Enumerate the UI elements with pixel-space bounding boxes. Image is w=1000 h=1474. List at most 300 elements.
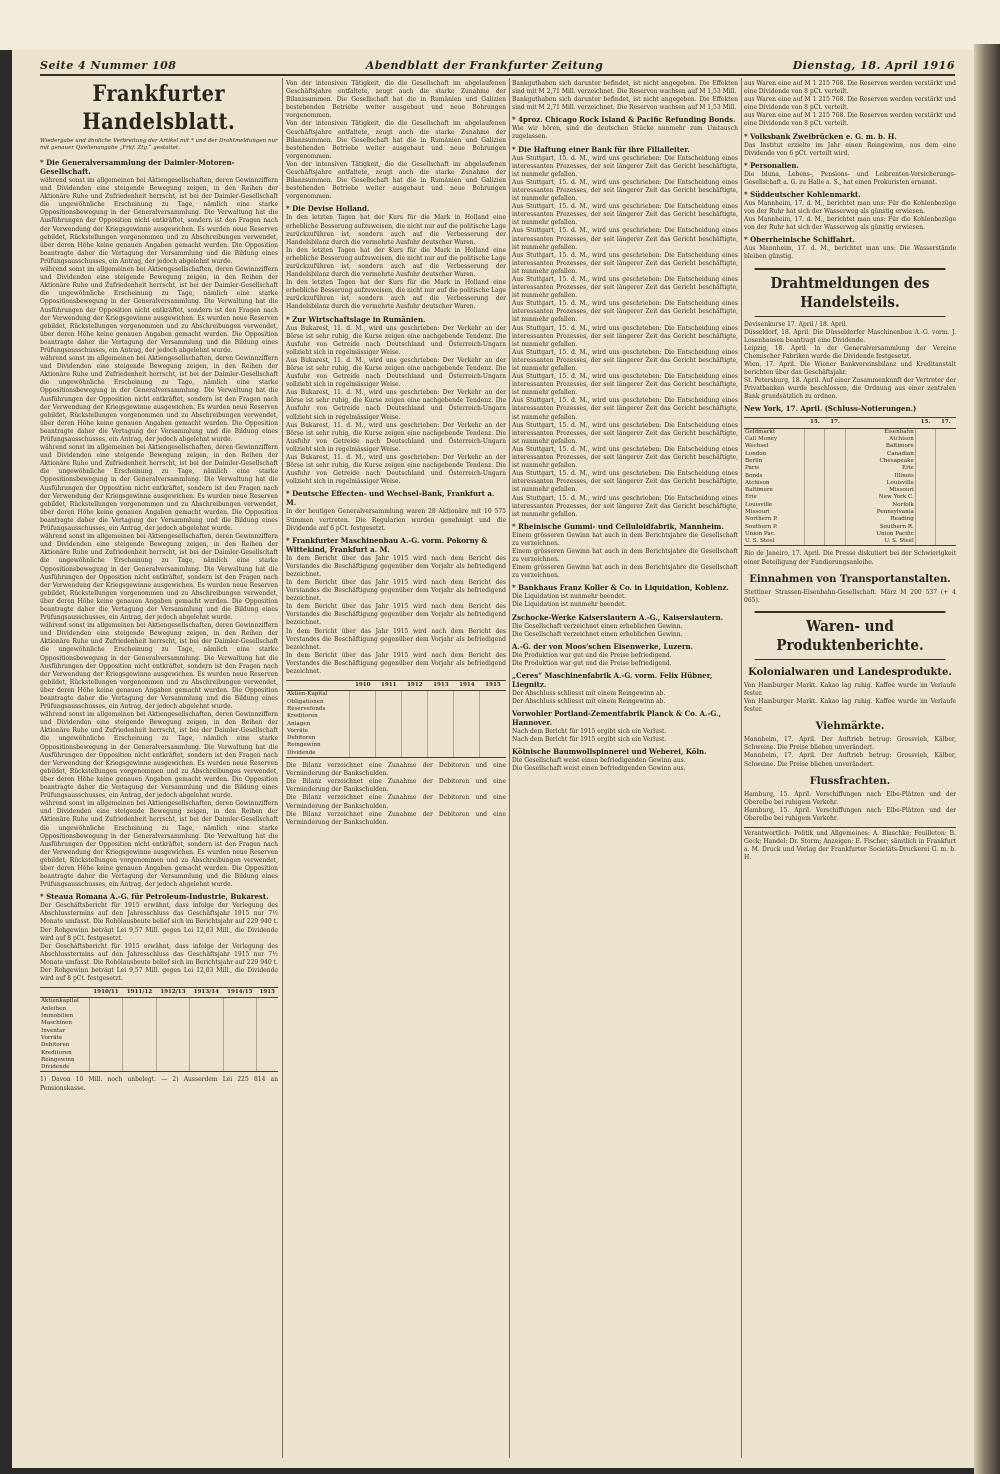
- article-text: [286, 214, 506, 311]
- article-paragraph: Aus Stuttgart, 15. d. M., wird uns geschrieben: Die Entscheidung eines interessanten Prozesses, der seit längerer Zeit das Gericht beschäftigte, ist nunmehr gefallen.: [512, 445, 738, 470]
- article-paragraph: Stettiner Strassen-Eisenbahn-Gesellschaft. März M 200 537 (+ 4 065).: [744, 588, 956, 604]
- table-cell: [123, 1035, 156, 1042]
- table-cell: [915, 524, 935, 531]
- table-cell: [402, 713, 428, 720]
- table-row: [744, 451, 956, 458]
- table-cell: [915, 428, 935, 436]
- table-cell: [480, 735, 506, 742]
- table-row: [744, 494, 956, 501]
- table-cell: Dividende: [40, 1064, 89, 1072]
- table-cell: [825, 494, 845, 501]
- article-paragraph: Aus Stuttgart, 15. d. M., wird uns geschrieben: Die Entscheidung eines interessanten Prozesses, der seit längerer Zeit das Gericht beschäftigte, ist nunmehr gefallen.: [512, 373, 738, 397]
- article-paragraph: Leipzig, 18. April. In der Generalversammlung der Vereine Chemischer Fabriken wurde die Dividende festgesetzt.: [744, 344, 956, 360]
- table-cell: [936, 509, 956, 516]
- article-heading: * 4proz. Chicago Rock Island & Pacific Refunding Bonds.: [512, 115, 736, 125]
- table-cell: [402, 699, 428, 706]
- table-cell: Reservefonds: [287, 705, 326, 712]
- article-heading: A.-G. der von Moos'schen Eisenwerke, Luzern.: [512, 641, 694, 651]
- table-cell: [156, 1028, 189, 1035]
- article-paragraph: Aus Bukarest, 11. d. M., wird uns geschrieben: Der Verkehr an der Börse ist sehr ruhig, die Kurse zeigen eine nachgebende Tendenz. Die Ausfuhr von Getreide nach Deutschland und Österreich-Ungarn vollzieht sich in regelmässiger Weise.: [286, 324, 506, 356]
- table-cell: [89, 1064, 122, 1072]
- article-heading: Zschocke-Werke Kaiserslautern A.-G., Kaiserslautern.: [512, 612, 724, 622]
- table-cell: [936, 494, 956, 501]
- article-paragraph: Aus Stuttgart, 15. d. M., wird uns geschrieben: Die Entscheidung eines interessanten Prozesses, der seit längerer Zeit das Gericht beschäftigte, ist nunmehr gefallen.: [512, 203, 738, 227]
- stock-quotes-table: [744, 417, 956, 546]
- table-cell: Erie: [845, 465, 915, 472]
- table-row: [40, 1057, 278, 1064]
- article-paragraph: während sonst im allgemeinen bei Aktiengesellschaften, deren Gewinnziffern und Dividenden eine steigende Bewegung zeigen, in den Reihen der Aktionäre Ruhe und Zufriedenheit herrscht, ist bei der Daimler-Gesellschaft die ungewöhnliche Erscheinung zu Tage, nämlich eine starke Oppositionsbewegung in der Generalversammlung. Die Verwaltung hat die Ausführungen der Opposition nicht entkräftet, sondern ist den Fragen nach der Verwendung der Kriegsgewinne ausgewichen. Es wurden neue Reserven gebildet, Rückstellungen vorgenommen und zu Abschreibungen verwendet, über deren Höhe keine genauen Angaben gemacht wurden. Die Opposition beantragte daher die Vertagung der Versammlung und die Bildung eines Prüfungsausschusses, ein Antrag, der jedoch abgelehnt wurde.: [40, 800, 278, 889]
- table-cell: [123, 1050, 156, 1057]
- article-text: [512, 125, 738, 141]
- article-paragraph: Von Hamburger Markt. Kakao lag ruhig. Kaffee wurde im Verlaufe fester.: [744, 698, 956, 714]
- table-cell: [805, 480, 825, 487]
- table-cell: [805, 458, 825, 465]
- article-paragraph: Der Geschäftsbericht für 1915 erwähnt, dass infolge der Verlegung des Abschlusstermins auf den Jahresschluss das Geschäftsjahr 1915 nur 7½ Monate umfasst. Die Rohölausbeute belief sich im Berichtsjahr auf 229 940 t. Der Rohgewinn beträgt Lei 9,57 Mill. gegen Lei 12,03 Mill., die Dividende wird auf 8 pCt. festgesetzt.: [40, 902, 278, 942]
- article-text: [512, 155, 738, 519]
- article-heading: * Steaua Romana A.-G. für Petroleum-Industrie, Bukarest.: [40, 892, 269, 902]
- table-cell: [805, 473, 825, 480]
- masthead-title: Frankfurter Handelsblatt.: [82, 81, 236, 135]
- article-text: [286, 80, 506, 201]
- table-cell: [89, 1013, 122, 1020]
- page-header: [40, 58, 955, 76]
- table-cell: [223, 1057, 256, 1064]
- article-text: [744, 682, 956, 714]
- table-cell: [936, 502, 956, 509]
- page-edge-shadow: [974, 44, 1000, 1474]
- table-cell: [428, 728, 454, 735]
- table-cell: [454, 750, 480, 758]
- table-cell: [936, 480, 956, 487]
- table-row: [286, 750, 506, 758]
- table-cell: [825, 473, 845, 480]
- table-cell: [223, 1020, 256, 1027]
- article-heading: Kölnische Baumwollspinnerei und Weberei, Köln.: [512, 747, 707, 757]
- table-cell: Southern P.: [745, 523, 778, 530]
- table-cell: [428, 699, 454, 706]
- article-paragraph: Mannheim, 17. April. Der Auftrieb betrug: Grossvieh, Kälber, Schweine. Die Preise blieben unverändert.: [744, 736, 956, 752]
- table-row: [40, 998, 278, 1006]
- table-row: [744, 538, 956, 546]
- article-heading: * Rheinische Gummi- und Celluloidfabrik, Mannheim.: [512, 521, 724, 531]
- table-cell: [480, 750, 506, 758]
- table-cell: [89, 1050, 122, 1057]
- table-row: [40, 1006, 278, 1013]
- table-cell: [825, 538, 845, 546]
- table-row: [286, 742, 506, 749]
- table-cell: [825, 436, 845, 443]
- table-cell: [805, 443, 825, 450]
- table-cell: [915, 465, 935, 472]
- article-paragraph: Die Bilanz verzeichnet eine Zunahme der Debitoren und eine Verminderung der Bankschulden.: [286, 810, 506, 826]
- table-cell: U. S. Steel: [744, 538, 805, 546]
- article-heading: * Deutsche Effecten- und Wechsel-Bank, Frankfurt a. M.: [286, 489, 495, 508]
- article-paragraph: Einem grösseren Gewinn hat auch in dem Berichtsjahre die Gesellschaft zu verzeichnen.: [512, 564, 738, 580]
- article-paragraph: Aus Stuttgart, 15. d. M., wird uns geschrieben: Die Entscheidung eines interessanten Prozesses, der seit längerer Zeit das Gericht beschäftigte, ist nunmehr gefallen.: [512, 227, 738, 251]
- table-cell: [190, 1020, 223, 1027]
- table-cell: Canadian: [845, 451, 915, 458]
- article-paragraph: Mannheim, 17. April. Der Auftrieb betrug: Grossvieh, Kälber, Schweine. Die Preise blieben unverändert.: [744, 752, 956, 768]
- table-cell: [805, 538, 825, 546]
- table-cell: [805, 502, 825, 509]
- article-paragraph: Von der intensiven Tätigkeit, die die Gesellschaft im abgelaufenen Geschäftsjahre entfaltete, zeugt auch die starke Zunahme der Bilanzsummen. Die Gesellschaft hat die in Rumänien und Galizien bestehenden Betriebe weiter ausgebaut und neue Bohrungen vorgenommen.: [286, 80, 506, 120]
- table-cell: [123, 1006, 156, 1013]
- table-cell: [402, 721, 428, 728]
- table-cell: [825, 480, 845, 487]
- table-cell: [89, 1020, 122, 1027]
- table-cell: [123, 1042, 156, 1049]
- table-cell: [190, 1042, 223, 1049]
- table-row: [744, 509, 956, 516]
- article-text: [286, 762, 506, 827]
- table-header-cell: 1912/13: [156, 988, 189, 998]
- table-cell: [480, 721, 506, 728]
- table-cell: Dividende: [286, 750, 350, 758]
- article-text: [744, 142, 956, 158]
- article-paragraph: Die Gesellschaft weist einen befriedigenden Gewinn aus.: [512, 757, 686, 765]
- table-row: [40, 1013, 278, 1020]
- table-cell: [480, 691, 506, 699]
- table-cell: [190, 1050, 223, 1057]
- table-cell: Kreditoren: [41, 1049, 72, 1056]
- article-paragraph: Von Hamburger Markt. Kakao lag ruhig. Kaffee wurde im Verlaufe fester.: [744, 681, 956, 697]
- header-newspaper-name: Abendblatt der Frankfurter Zeitung: [365, 58, 604, 72]
- table-row: [40, 1064, 278, 1072]
- table-cell: [454, 691, 480, 699]
- table-cell: [190, 1028, 223, 1035]
- table-cell: [402, 691, 428, 699]
- article-paragraph: Von der intensiven Tätigkeit, die die Gesellschaft im abgelaufenen Geschäftsjahre entfaltete, zeugt auch die starke Zunahme der Bilanzsummen. Die Gesellschaft hat die in Rumänien und Galizien bestehenden Betriebe weiter ausgebaut und neue Bohrungen vorgenommen.: [286, 160, 506, 201]
- article-text: [40, 902, 278, 983]
- table-cell: [454, 728, 480, 735]
- table-cell: [402, 706, 428, 713]
- table-cell: [190, 1006, 223, 1013]
- table-cell: [915, 538, 935, 546]
- table-row: [744, 443, 956, 450]
- table-cell: Reingewinn: [41, 1056, 75, 1063]
- table-cell: Baltimore: [745, 487, 773, 494]
- table-header-cell: 1912: [402, 681, 428, 691]
- article-paragraph: Wien, 17. April. Die Wiener Bankvereinsbilanz und Kreditanstalt berichten über das Geschäftsjahr.: [744, 360, 956, 377]
- table-row: [744, 531, 956, 538]
- table-row: [744, 436, 956, 443]
- article-paragraph: Aus Bukarest, 11. d. M., wird uns geschrieben: Der Verkehr an der Börse ist sehr ruhig, die Kurse zeigen eine nachgebende Tendenz. Die Ausfuhr von Getreide nach Deutschland und Österreich-Ungarn vollzieht sich in regelmässiger Weise.: [286, 421, 506, 453]
- article-paragraph: während sonst im allgemeinen bei Aktiengesellschaften, deren Gewinnziffern und Dividenden eine steigende Bewegung zeigen, in den Reihen der Aktionäre Ruhe und Zufriedenheit herrscht, ist bei der Daimler-Gesellschaft die ungewöhnliche Erscheinung zu Tage, nämlich eine starke Oppositionsbewegung in der Generalversammlung. Die Verwaltung hat die Ausführungen der Opposition nicht entkräftet, sondern ist den Fragen nach der Verwendung der Kriegsgewinne ausgewichen. Es wurden neue Reserven gebildet, Rückstellungen vorgenommen und zu Abschreibungen verwendet, über deren Höhe keine genauen Angaben gemacht wurden. Die Opposition beantragte daher die Vertagung der Versammlung und die Bildung eines Prüfungsausschusses, ein Antrag, der jedoch abgelehnt wurde.: [40, 711, 278, 800]
- table-cell: [190, 998, 223, 1006]
- article-heading: * Bankhaus Franz Koller & Co. in Liquidation, Koblenz.: [512, 583, 729, 593]
- table-cell: [223, 1050, 256, 1057]
- table-cell: [190, 1013, 223, 1020]
- table-cell: [257, 1013, 278, 1020]
- section-heading: Flussfrachten.: [809, 775, 891, 787]
- table-cell: [89, 998, 122, 1006]
- table-cell: [376, 728, 402, 735]
- article-paragraph: während sonst im allgemeinen bei Aktiengesellschaften, deren Gewinnziffern und Dividenden eine steigende Bewegung zeigen, in den Reihen der Aktionäre Ruhe und Zufriedenheit herrscht, ist bei der Daimler-Gesellschaft die ungewöhnliche Erscheinung zu Tage, nämlich eine starke Oppositionsbewegung in der Generalversammlung. Die Verwaltung hat die Ausführungen der Opposition nicht entkräftet, sondern ist den Fragen nach der Verwendung der Kriegsgewinne ausgewichen. Es wurden neue Reserven gebildet, Rückstellungen vorgenommen und zu Abschreibungen verwendet, über deren Höhe keine genauen Angaben gemacht wurden. Die Opposition beantragte daher die Vertagung der Versammlung und die Bildung eines Prüfungsausschusses, ein Antrag, der jedoch abgelehnt wurde.: [40, 266, 278, 354]
- article-paragraph: Aus Stuttgart, 15. d. M., wird uns geschrieben: Die Entscheidung eines interessanten Prozesses, der seit längerer Zeit das Gericht beschäftigte, ist nunmehr gefallen.: [512, 275, 738, 300]
- article-paragraph: In dem Bericht über das Jahr 1915 wird nach dem Bericht des Vorstandes die Beschäftigung gegenüber dem Vorjahr als befriedigend bezeichnet.: [286, 651, 506, 675]
- column-rule: [741, 78, 742, 1458]
- table-cell: [257, 1057, 278, 1064]
- article-paragraph: St. Petersburg, 18. April. Auf einer Zusammenkunft der Vertreter der Privatbanken wurde beschlossen, die Ordnung aus einer zentralen Bank grundsätzlich zu ordnen.: [744, 377, 956, 401]
- table-cell: [428, 735, 454, 742]
- table-cell: [915, 487, 935, 494]
- article-paragraph: Hamburg, 15. April. Verschiffungen nach Elbe-Plätzen und der Oberelbe bei ruhigem Verkehr.: [744, 790, 956, 806]
- table-cell: Obligationen: [287, 698, 324, 705]
- article-paragraph: Aus Stuttgart, 15. d. M., wird uns geschrieben: Die Entscheidung eines interessanten Prozesses, der seit längerer Zeit das Gericht beschäftigte, ist nunmehr gefallen.: [512, 300, 738, 324]
- table-row: [40, 1028, 278, 1035]
- table-cell: Pennsylvania: [845, 509, 915, 516]
- table-cell: [428, 691, 454, 699]
- table-cell: [376, 735, 402, 742]
- table-cell: [156, 1006, 189, 1013]
- table-cell: [454, 713, 480, 720]
- table-cell: [805, 516, 825, 523]
- table-cell: Call Money: [745, 436, 778, 443]
- table-cell: [805, 428, 825, 436]
- article-text: [744, 589, 956, 605]
- article-paragraph: während sonst im allgemeinen bei Aktiengesellschaften, deren Gewinnziffern und Dividenden eine steigende Bewegung zeigen, in den Reihen der Aktionäre Ruhe und Zufriedenheit herrscht, ist bei der Daimler-Gesellschaft die ungewöhnliche Erscheinung zu Tage, nämlich eine starke Oppositionsbewegung in der Generalversammlung. Die Verwaltung hat die Ausführungen der Opposition nicht entkräftet, sondern ist den Fragen nach der Verwendung der Kriegsgewinne ausgewichen. Es wurden neue Reserven gebildet, Rückstellungen vorgenommen und zu Abschreibungen verwendet, über deren Höhe keine genauen Angaben gemacht wurden. Die Opposition beantragte daher die Vertagung der Versammlung und die Bildung eines Prüfungsausschusses, ein Antrag, der jedoch abgelehnt wurde.: [40, 533, 278, 622]
- table-header-cell: 1910: [350, 681, 376, 691]
- article-text: [286, 325, 506, 487]
- article-paragraph: Aus Stuttgart, 15. d. M., wird uns geschrieben: Die Entscheidung eines interessanten Prozesses, der seit längerer Zeit das Gericht beschäftigte, ist nunmehr gefallen.: [512, 494, 738, 518]
- table-cell: Aktienkapital: [41, 998, 79, 1005]
- article-paragraph: Der Geschäftsbericht für 1915 erwähnt, dass infolge der Verlegung des Abschlusstermins auf den Jahresschluss das Geschäftsjahr 1915 nur 7½ Monate umfasst. Die Rohölausbeute belief sich im Berichtsjahr auf 229 940 t. Der Rohgewinn beträgt Lei 9,57 Mill. gegen Lei 12,03 Mill., die Dividende wird auf 8 pCt. festgesetzt.: [40, 942, 278, 983]
- table-cell: [936, 524, 956, 531]
- article-paragraph: Nach dem Bericht für 1915 ergibt sich ein Verlust.: [512, 728, 667, 736]
- imprint: Verantwortlich: Politik und Allgemeines: A. Blaschke; Feuilleton: B. Geck; Handel: Dr. Storm; Anzeigen: E. Fischer; sämtlich in Frankfurt a. M. Druck und Verlag der Frankfurter Societäts-Druckerei G. m. b. H.: [744, 827, 956, 862]
- article-paragraph: Nach dem Bericht für 1915 ergibt sich ein Verlust.: [512, 736, 667, 744]
- article-text: [512, 593, 738, 609]
- column-1: [40, 80, 278, 1460]
- article-paragraph: Aus Mannheim, 17. d. M., berichtet man uns: Für die Kohlenbezüge von der Ruhr hat sich der Wasserweg als günstig erwiesen.: [744, 199, 956, 216]
- table-row: [286, 735, 506, 742]
- table-cell: Immobilien: [41, 1013, 74, 1020]
- article-paragraph: Aus Bukarest, 11. d. M., wird uns geschrieben: Der Verkehr an der Börse ist sehr ruhig, die Kurse zeigen eine nachgebende Tendenz. Die Ausfuhr von Getreide nach Deutschland und Österreich-Ungarn vollzieht sich in regelmässiger Weise.: [286, 389, 506, 421]
- table-row: [40, 1035, 278, 1042]
- table-cell: [350, 742, 376, 749]
- table-cell: Erie: [745, 494, 757, 501]
- article-paragraph: In den letzten Tagen hat der Kurs für die Mark in Holland eine erhebliche Besserung aufzuweisen, die nicht nur auf die politische Lage zurückzuführen ist, sondern auch auf die Verbesserung der Handelsbilanz durch die vermehrte Ausfuhr deutscher Waren.: [286, 246, 506, 279]
- table-cell: [480, 713, 506, 720]
- article-paragraph: während sonst im allgemeinen bei Aktiengesellschaften, deren Gewinnziffern und Dividenden eine steigende Bewegung zeigen, in den Reihen der Aktionäre Ruhe und Zufriedenheit herrscht, ist bei der Daimler-Gesellschaft die ungewöhnliche Erscheinung zu Tage, nämlich eine starke Oppositionsbewegung in der Generalversammlung. Die Verwaltung hat die Ausführungen der Opposition nicht entkräftet, sondern ist den Fragen nach der Verwendung der Kriegsgewinne ausgewichen. Es wurden neue Reserven gebildet, Rückstellungen vorgenommen und zu Abschreibungen verwendet, über deren Höhe keine genauen Angaben gemacht wurden. Die Opposition beantragte daher die Vertagung der Versammlung und die Bildung eines Prüfungsausschusses, ein Antrag, der jedoch abgelehnt wurde.: [40, 355, 278, 443]
- table-cell: [223, 998, 256, 1006]
- article-text: [744, 245, 956, 261]
- article-paragraph: Die Gesellschaft verzeichnet einen erheblichen Gewinn.: [512, 622, 683, 630]
- table-cell: [156, 1057, 189, 1064]
- table-cell: Berlin: [745, 457, 763, 464]
- table-cell: [156, 998, 189, 1006]
- table-cell: Missouri: [845, 487, 915, 494]
- table-row: [744, 465, 956, 472]
- table-header-cell: 1915: [257, 988, 278, 998]
- table-cell: [936, 465, 956, 472]
- article-paragraph: Aus Stuttgart, 15. d. M., wird uns geschrieben: Die Entscheidung eines interessanten Prozesses, der seit längerer Zeit das Gericht beschäftigte, ist nunmehr gefallen.: [512, 421, 738, 445]
- table-cell: [257, 1006, 278, 1013]
- article-paragraph: Die Iduna, Lebens-, Pensions- und Leibrenten-Versicherungs-Gesellschaft a. G. zu Halle a. S., hat einen Prokuristen ernannt.: [744, 170, 956, 186]
- article-paragraph: Aus Stuttgart, 15. d. M., wird uns geschrieben: Die Entscheidung eines interessanten Prozesses, der seit längerer Zeit das Gericht beschäftigte, ist nunmehr gefallen.: [512, 348, 738, 372]
- article-paragraph: Die Gesellschaft weist einen befriedigenden Gewinn aus.: [512, 765, 686, 773]
- table-cell: [454, 735, 480, 742]
- table-cell: Maschinen: [41, 1020, 72, 1027]
- column-3: [512, 80, 738, 1460]
- table-cell: [257, 1035, 278, 1042]
- article-paragraph: Aus Stuttgart, 15. d. M., wird uns geschrieben: Die Entscheidung eines interessanten Prozesses, der seit längerer Zeit das Gericht beschäftigte, ist nunmehr gefallen.: [512, 470, 738, 494]
- column-rule: [509, 78, 510, 1458]
- article-paragraph: Hamburg, 15. April. Verschiffungen nach Elbe-Plätzen und der Oberelbe bei ruhigem Verkehr.: [744, 806, 956, 822]
- table-cell: [156, 1050, 189, 1057]
- table-cell: [89, 1035, 122, 1042]
- table-cell: [402, 735, 428, 742]
- table-cell: [428, 721, 454, 728]
- table-cell: [825, 458, 845, 465]
- table-cell: New York C.: [845, 494, 915, 501]
- table-cell: [805, 524, 825, 531]
- article-heading: * Die Generalversammlung der Daimler-Motoren-Gesellschaft.: [40, 158, 235, 176]
- table-cell: [480, 706, 506, 713]
- table-cell: London: [745, 450, 767, 457]
- article-paragraph: Aus Stuttgart, 15. d. M., wird uns geschrieben: Die Entscheidung eines interessanten Prozesses, der seit längerer Zeit das Gericht beschäftigte, ist nunmehr gefallen.: [512, 178, 738, 203]
- table-row: [40, 1020, 278, 1027]
- table-cell: [825, 502, 845, 509]
- article-paragraph: aus Waren eine auf M 1 215 768. Die Reserven werden verstärkt und eine Dividende von 8 pCt. verteilt.: [744, 96, 956, 112]
- table-cell: [915, 458, 935, 465]
- table-cell: [936, 436, 956, 443]
- article-paragraph: Die Liquidation ist nunmehr beendet.: [512, 593, 627, 601]
- table-cell: [402, 728, 428, 735]
- article-paragraph: Der Abschluss schliesst mit einem Reingewinn ab.: [512, 698, 666, 705]
- table-cell: Atchison: [745, 479, 770, 486]
- article-paragraph: Die Gesellschaft verzeichnet einen erheblichen Gewinn.: [512, 630, 683, 638]
- table-cell: [257, 1020, 278, 1027]
- table-cell: [936, 443, 956, 450]
- article-paragraph: Aus Stuttgart, 15. d. M., wird uns geschrieben: Die Entscheidung eines interessanten Prozesses, der seit längerer Zeit das Gericht beschäftigte, ist nunmehr gefallen.: [512, 154, 738, 178]
- article-heading: * Personalien.: [744, 160, 799, 170]
- table-cell: [825, 443, 845, 450]
- table-cell: [915, 516, 935, 523]
- table-row: [286, 699, 506, 706]
- table-cell: [156, 1013, 189, 1020]
- table-cell: Anlagen: [287, 720, 311, 727]
- table-cell: [454, 699, 480, 706]
- article-paragraph: Aus Stuttgart, 15. d. M., wird uns geschrieben: Die Entscheidung eines interessanten Prozesses, der seit längerer Zeit das Gericht beschäftigte, ist nunmehr gefallen.: [512, 324, 738, 348]
- article-text: [744, 736, 956, 768]
- financial-table: [286, 680, 506, 758]
- table-cell: [123, 1057, 156, 1064]
- article-paragraph: während sonst im allgemeinen bei Aktiengesellschaften, deren Gewinnziffern und Dividenden eine steigende Bewegung zeigen, in den Reihen der Aktionäre Ruhe und Zufriedenheit herrscht, ist bei der Daimler-Gesellschaft die ungewöhnliche Erscheinung zu Tage, nämlich eine starke Oppositionsbewegung in der Generalversammlung. Die Verwaltung hat die Ausführungen der Opposition nicht entkräftet, sondern ist den Fragen nach der Verwendung der Kriegsgewinne ausgewichen. Es wurden neue Reserven gebildet, Rückstellungen vorgenommen und zu Abschreibungen verwendet, über deren Höhe keine genauen Angaben gemacht wurden. Die Opposition beantragte daher die Vertagung der Versammlung und die Bildung eines Prüfungsausschusses, ein Antrag, der jedoch abgelehnt wurde.: [40, 622, 278, 711]
- article-paragraph: In den letzten Tagen hat der Kurs für die Mark in Holland eine erhebliche Besserung aufzuweisen, die nicht nur auf die politische Lage zurückzuführen ist, sondern auch auf die Verbesserung der Handelsbilanz durch die vermehrte Ausfuhr deutscher Waren.: [286, 279, 506, 311]
- table-cell: Reading: [845, 516, 915, 523]
- table-cell: [123, 1020, 156, 1027]
- table-cell: [402, 742, 428, 749]
- table-header-cell: 1913: [428, 681, 454, 691]
- section-heading: Kolonialwaren und Landesprodukte.: [748, 666, 952, 678]
- table-cell: Chesapeake: [845, 458, 915, 465]
- table-header-cell: 1911/12: [123, 988, 156, 998]
- table-cell: [915, 451, 935, 458]
- article-heading: * Die Devise Holland.: [286, 204, 370, 214]
- table-cell: Debitoren: [41, 1042, 70, 1049]
- table-cell: U. S. Steel: [845, 538, 915, 546]
- table-cell: [825, 524, 845, 531]
- table-cell: [89, 1028, 122, 1035]
- table-cell: [428, 742, 454, 749]
- table-header-cell: 1913/14: [190, 988, 223, 998]
- masthead-subtitle: Wiedergabe und ähnliche Verbreitung der Artikel mit * und der Drahtmeldungen nur mit genauer Quellenangabe „Frkf. Ztg.“ gestattet.: [40, 138, 278, 151]
- table-cell: [915, 531, 935, 538]
- table-cell: [376, 750, 402, 758]
- table-cell: Inventar: [41, 1027, 66, 1034]
- table-cell: [376, 721, 402, 728]
- table-cell: [480, 742, 506, 749]
- table-cell: [480, 728, 506, 735]
- table-cell: [123, 1064, 156, 1072]
- table-cell: Wechsel: [745, 443, 769, 450]
- column-4: [744, 80, 956, 1460]
- table-cell: [156, 1042, 189, 1049]
- table-cell: [190, 1064, 223, 1072]
- table-cell: Vorräte: [41, 1034, 63, 1041]
- table-cell: Louisville: [845, 480, 915, 487]
- table-cell: [89, 1057, 122, 1064]
- article-paragraph: Aus Mannheim, 17. d. M., berichtet man uns: Die Wasserstände bleiben günstig.: [744, 245, 956, 261]
- table-row: [40, 1050, 278, 1057]
- table-header-cell: 15.: [805, 418, 825, 428]
- table-cell: [825, 509, 845, 516]
- article-paragraph: Aus Bukarest, 11. d. M., wird uns geschrieben: Der Verkehr an der Börse ist sehr ruhig, die Kurse zeigen eine nachgebende Tendenz. Die Ausfuhr von Getreide nach Deutschland und Österreich-Ungarn vollzieht sich in regelmässiger Weise.: [286, 356, 506, 389]
- table-cell: Paris: [745, 465, 760, 472]
- article-text: [744, 80, 956, 129]
- table-row: [286, 706, 506, 713]
- table-cell: [805, 451, 825, 458]
- table-cell: [257, 998, 278, 1006]
- table-cell: [428, 750, 454, 758]
- table-header-cell: [40, 988, 89, 998]
- article-heading: Vorwohler Portland-Zementfabrik Planck & Co. A.-G., Hannover.: [512, 709, 721, 728]
- table-cell: Kreditoren: [287, 713, 318, 720]
- table-cell: [915, 443, 935, 450]
- article-paragraph: Der Abschluss schliesst mit einem Reingewinn ab.: [512, 689, 666, 697]
- table-header-cell: [744, 418, 805, 428]
- table-header-cell: 17.: [825, 418, 845, 428]
- section-banner: Waren- und Produktenberichte.: [755, 611, 946, 660]
- table-cell: [350, 721, 376, 728]
- table-cell: [223, 1028, 256, 1035]
- table-cell: [376, 742, 402, 749]
- article-paragraph: Aus Bukarest, 11. d. M., wird uns geschrieben: Der Verkehr an der Börse ist sehr ruhig, die Kurse zeigen eine nachgebende Tendenz. Die Ausfuhr von Getreide nach Deutschland und Österreich-Ungarn vollzieht sich in regelmässiger Weise.: [286, 454, 506, 486]
- table-header-cell: 1911: [376, 681, 402, 691]
- table-cell: [223, 1006, 256, 1013]
- table-cell: [156, 1035, 189, 1042]
- article-paragraph: In dem Bericht über das Jahr 1915 wird nach dem Bericht des Vorstandes die Beschäftigung gegenüber dem Vorjahr als befriedigend bezeichnet.: [286, 627, 506, 651]
- article-paragraph: Das Institut erzielte im Jahr einen Reingewinn, aus dem eine Dividende von 6 pCt. verteilt wird.: [744, 141, 956, 157]
- article-heading: „Ceres“ Maschinenfabrik A.-G. vorm. Felix Hübner, Liegnitz.: [512, 670, 713, 689]
- table-cell: [123, 1013, 156, 1020]
- table-cell: [89, 1006, 122, 1013]
- article-paragraph: In dem Bericht über das Jahr 1915 wird nach dem Bericht des Vorstandes die Beschäftigung gegenüber dem Vorjahr als befriedigend bezeichnet.: [286, 603, 506, 627]
- table-cell: [350, 691, 376, 699]
- table-cell: [936, 473, 956, 480]
- table-cell: [915, 502, 935, 509]
- table-cell: Union Pacific: [845, 531, 915, 538]
- table-cell: [223, 1042, 256, 1049]
- table-cell: [915, 480, 935, 487]
- article-heading: * Oberrheinische Schiffahrt.: [744, 235, 855, 245]
- table-cell: [936, 516, 956, 523]
- table-cell: [257, 1050, 278, 1057]
- article-paragraph: aus Waren eine auf M 1 215 768. Die Reserven werden verstärkt und eine Dividende von 8 pCt. verteilt.: [744, 80, 956, 96]
- article-paragraph: Die Bilanz verzeichnet eine Zunahme der Debitoren und eine Verminderung der Bankschulden.: [286, 762, 506, 778]
- article-heading: New York, 17. April. (Schluss-Notierungen.): [744, 404, 917, 414]
